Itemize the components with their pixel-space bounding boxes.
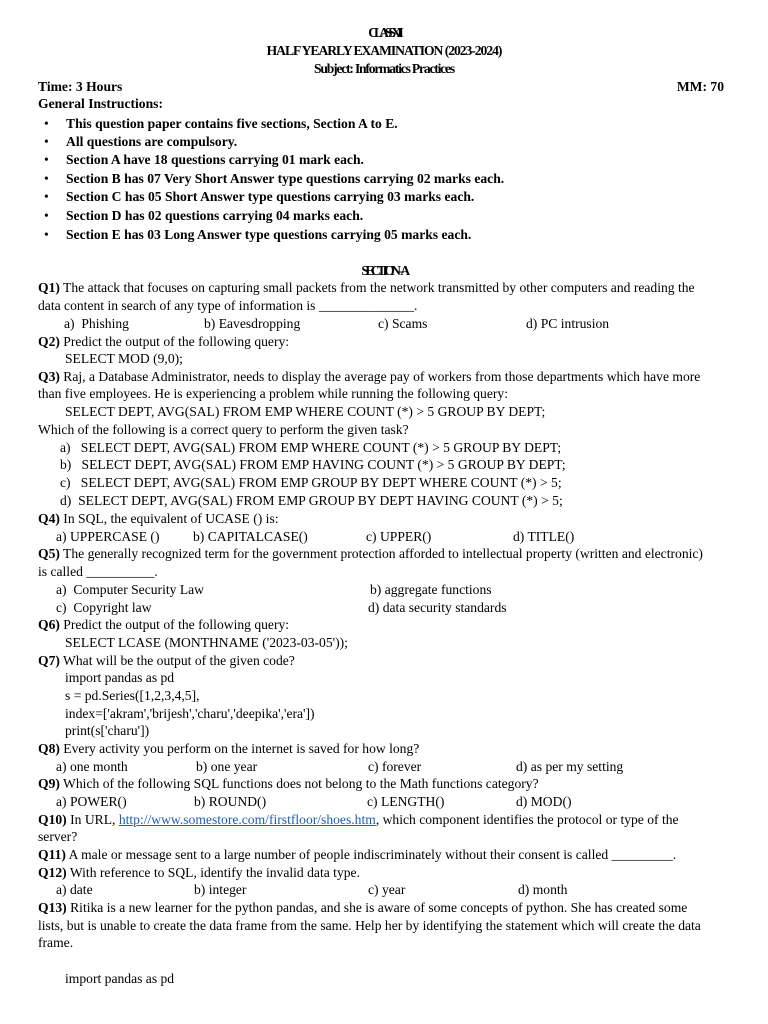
q8-option-a: a) one month bbox=[56, 759, 128, 774]
q6-text: Predict the output of the following query: bbox=[59, 617, 290, 632]
q9-option-b: b) ROUND() bbox=[194, 794, 267, 809]
q4-option-a: a) UPPERCASE () bbox=[56, 529, 160, 544]
instruction-item: All questions are compulsory. bbox=[66, 134, 238, 149]
bullet: • bbox=[44, 227, 49, 242]
q12-option-b: b) integer bbox=[194, 882, 247, 897]
exam-title: HALF YEARLY EXAMINATION (2023-2024) bbox=[266, 43, 502, 58]
q5-option-c: c) Copyright law bbox=[56, 600, 152, 615]
q8-option-b: b) one year bbox=[196, 759, 258, 774]
instruction-item: Section C has 05 Short Answer type questions carrying 03 marks each. bbox=[66, 189, 475, 204]
q7-code-line: print(s['charu']) bbox=[65, 723, 150, 738]
q12-option-c: c) year bbox=[368, 882, 406, 897]
q1-option-a: a) Phishing bbox=[64, 316, 129, 331]
q13-code: import pandas as pd bbox=[65, 971, 175, 986]
q7-code-line: import pandas as pd bbox=[65, 670, 175, 685]
q6-code: SELECT LCASE (MONTHNAME ('2023-03-05')); bbox=[65, 635, 348, 650]
q2-code: SELECT MOD (9,0); bbox=[65, 351, 183, 366]
q6-line bbox=[38, 616, 289, 633]
instruction-item: Section B has 07 Very Short Answer type questions carrying 02 marks each. bbox=[66, 171, 505, 186]
q4-number: Q4) bbox=[38, 511, 60, 526]
q6-number: Q6) bbox=[38, 617, 60, 632]
marks-label: MM: 70 bbox=[676, 79, 724, 94]
q3-option-d: d) SELECT DEPT, AVG(SAL) FROM EMP GROUP BY DEPT HAVING COUNT (*) > 5; bbox=[60, 493, 563, 508]
q9-option-a: a) POWER() bbox=[56, 794, 127, 809]
bullet: • bbox=[44, 152, 49, 167]
q1-option-c: c) Scams bbox=[378, 316, 428, 331]
q9-option-c: c) LENGTH() bbox=[367, 794, 445, 809]
q1-option-d: d) PC intrusion bbox=[526, 316, 610, 331]
instruction-item: This question paper contains five sections, Section A to E. bbox=[66, 116, 398, 131]
q5-option-b: b) aggregate functions bbox=[370, 582, 492, 597]
q13-line1 bbox=[38, 899, 687, 916]
q8-option-d: d) as per my setting bbox=[516, 759, 624, 774]
q3-code: SELECT DEPT, AVG(SAL) FROM EMP WHERE COUNT (*) > 5 GROUP BY DEPT; bbox=[65, 404, 546, 419]
q10-text-pre: In URL, bbox=[66, 812, 119, 827]
q12-text: With reference to SQL, identify the invalid data type. bbox=[66, 865, 360, 880]
q11-text: A male or message sent to a large number of people indiscriminately without their consent is called _________. bbox=[65, 847, 677, 862]
section-a-title: SECTION –A bbox=[361, 263, 407, 278]
q5-text: The generally recognized term for the government protection afforded to intellectual property (written and electronic) bbox=[59, 546, 703, 561]
q1-text: The attack that focuses on capturing small packets from the network transmitted by other computers and reading the bbox=[59, 280, 695, 295]
q3-question: Which of the following is a correct query to perform the given task? bbox=[38, 422, 409, 437]
q1-number: Q1) bbox=[38, 280, 60, 295]
q3-text: Raj, a Database Administrator, needs to display the average pay of workers from those departments which have more bbox=[59, 369, 701, 384]
q13-number: Q13) bbox=[38, 900, 67, 915]
q12-number: Q12) bbox=[38, 865, 67, 880]
q7-number: Q7) bbox=[38, 653, 60, 668]
q9-text: Which of the following SQL functions does not belong to the Math functions category? bbox=[59, 776, 539, 791]
q5-line1 bbox=[38, 545, 703, 562]
subject-title: Subject: Informatics Practices bbox=[314, 61, 454, 76]
q5-line2: is called __________. bbox=[38, 564, 158, 579]
q9-number: Q9) bbox=[38, 776, 60, 791]
q1-option-b: b) Eavesdropping bbox=[204, 316, 301, 331]
bullet: • bbox=[44, 171, 49, 186]
q10-line2: server? bbox=[38, 829, 78, 844]
instructions-title: General Instructions: bbox=[38, 96, 163, 111]
q8-text: Every activity you perform on the internet is saved for how long? bbox=[59, 741, 420, 756]
bullet: • bbox=[44, 189, 49, 204]
q7-text: What will be the output of the given code? bbox=[59, 653, 295, 668]
q8-line bbox=[38, 740, 419, 757]
q7-code-line: index=['akram','brijesh','charu','deepika','era']) bbox=[65, 706, 315, 721]
q4-line bbox=[38, 510, 279, 527]
time-label: Time: 3 Hours bbox=[38, 79, 123, 94]
q4-option-d: d) TITLE() bbox=[513, 529, 575, 544]
q3-option-c: c) SELECT DEPT, AVG(SAL) FROM EMP GROUP BY DEPT WHERE COUNT (*) > 5; bbox=[60, 475, 562, 490]
q13-line2: lists, but is unable to create the data frame from the same. Help her by identifying the statement which will create the data bbox=[38, 918, 701, 933]
q10-url-link[interactable]: http://www.somestore.com/firstfloor/shoes.htm bbox=[118, 812, 376, 827]
q8-number: Q8) bbox=[38, 741, 60, 756]
q1-line1 bbox=[38, 279, 695, 296]
q3-line1 bbox=[38, 368, 700, 385]
q11-line bbox=[38, 846, 676, 863]
q3-option-a: a) SELECT DEPT, AVG(SAL) FROM EMP WHERE COUNT (*) > 5 GROUP BY DEPT; bbox=[60, 440, 562, 455]
q7-line bbox=[38, 652, 295, 669]
q12-line bbox=[38, 864, 360, 881]
q1-line2: data content in search of any type of information is ______________. bbox=[38, 298, 418, 313]
q2-text: Predict the output of the following query: bbox=[59, 334, 290, 349]
instruction-item: Section E has 03 Long Answer type questions carrying 05 marks each. bbox=[66, 227, 472, 242]
bullet: • bbox=[44, 134, 49, 149]
q5-option-a: a) Computer Security Law bbox=[56, 582, 204, 597]
q11-number: Q11) bbox=[38, 847, 66, 862]
q3-option-b: b) SELECT DEPT, AVG(SAL) FROM EMP HAVING COUNT (*) > 5 GROUP BY DEPT; bbox=[60, 457, 566, 472]
q7-code-line: s = pd.Series([1,2,3,4,5], bbox=[65, 688, 200, 703]
q5-option-d: d) data security standards bbox=[368, 600, 507, 615]
q4-option-b: b) CAPITALCASE() bbox=[193, 529, 308, 544]
q9-option-d: d) MOD() bbox=[516, 794, 572, 809]
q9-line bbox=[38, 775, 539, 792]
instruction-item: Section D has 02 questions carrying 04 marks each. bbox=[66, 208, 364, 223]
instruction-item: Section A have 18 questions carrying 01 mark each. bbox=[66, 152, 364, 167]
q2-number: Q2) bbox=[38, 334, 60, 349]
q13-text: Ritika is a new learner for the python pandas, and she is aware of some concepts of python. She has created some bbox=[66, 900, 688, 915]
q3-line2: than five employees. He is experiencing a problem while running the following query: bbox=[38, 386, 508, 401]
q10-line1 bbox=[38, 811, 679, 828]
q12-option-a: a) date bbox=[56, 882, 93, 897]
q10-text-post: , which component identifies the protocol or type of the bbox=[375, 812, 679, 827]
q4-text: In SQL, the equivalent of UCASE () is: bbox=[59, 511, 279, 526]
q4-option-c: c) UPPER() bbox=[366, 529, 432, 544]
q3-number: Q3) bbox=[38, 369, 60, 384]
q8-option-c: c) forever bbox=[368, 759, 422, 774]
q13-line3: frame. bbox=[38, 935, 74, 950]
q2-line bbox=[38, 333, 289, 350]
q10-number: Q10) bbox=[38, 812, 67, 827]
q12-option-d: d) month bbox=[518, 882, 568, 897]
q5-number: Q5) bbox=[38, 546, 60, 561]
bullet: • bbox=[44, 116, 49, 131]
class-title: CLASS XII bbox=[368, 25, 400, 40]
bullet: • bbox=[44, 208, 49, 223]
